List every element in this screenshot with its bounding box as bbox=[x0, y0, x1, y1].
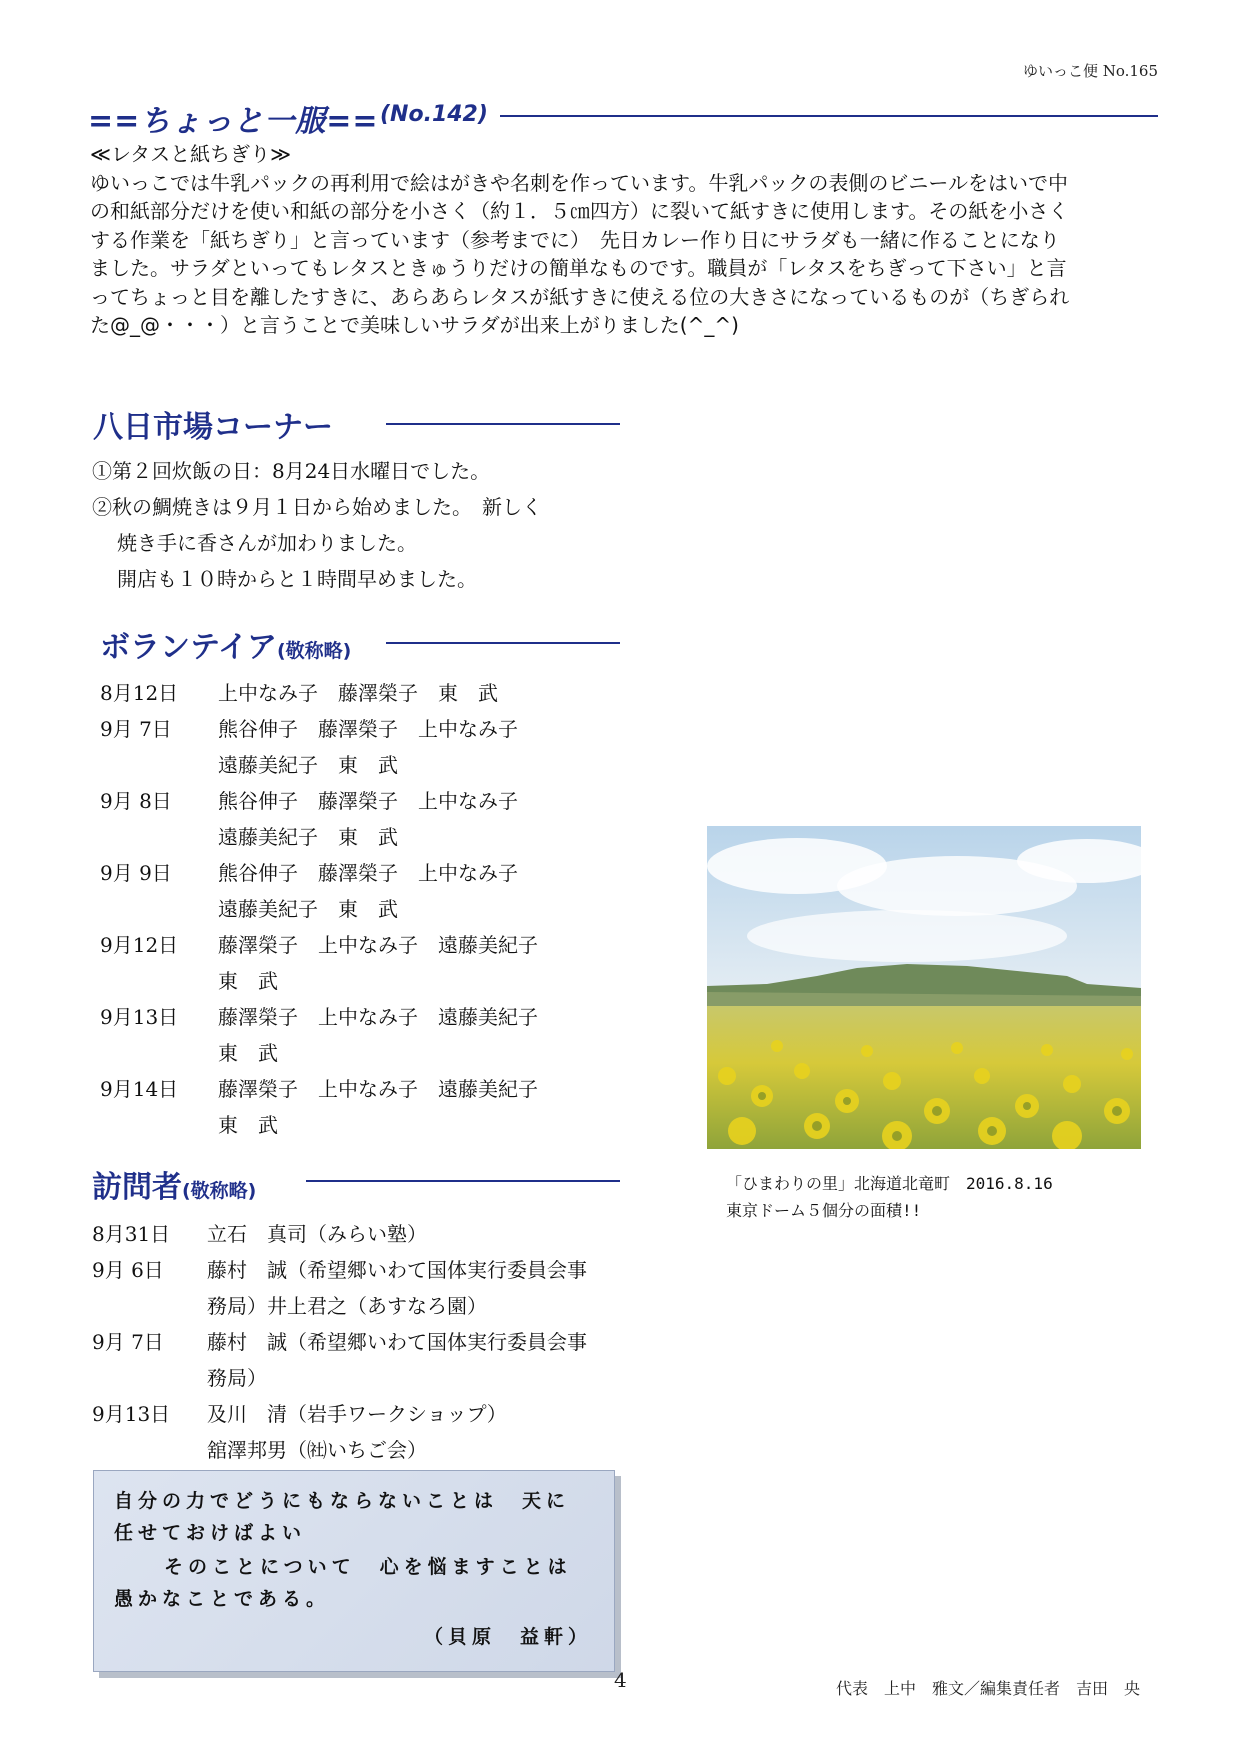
page-number: 4 bbox=[614, 1668, 627, 1692]
volunteer-date: 8月12日 bbox=[100, 681, 179, 705]
visitor-names: 立石 真司（みらい塾） bbox=[207, 1222, 427, 1246]
visitor-names: 務局）井上君之（あすなろ園） bbox=[207, 1294, 487, 1318]
volunteer-date: 9月13日 bbox=[100, 1005, 179, 1029]
volunteer-names: 上中なみ子 藤澤榮子 東 武 bbox=[218, 681, 498, 705]
visitors-title: 訪問者 bbox=[92, 1170, 182, 1205]
visitor-date: 9月 7日 bbox=[92, 1330, 164, 1354]
quote-line: そのことについて 心を悩ますことは bbox=[164, 1556, 572, 1578]
market-list bbox=[92, 455, 652, 595]
volunteer-names: 遠藤美紀子 東 武 bbox=[218, 753, 398, 777]
visitor-names: 藤村 誠（希望郷いわて国体実行委員会事 bbox=[207, 1258, 587, 1282]
paragraph-line: する作業を「紙ちぎり」と言っています（参考までに） 先日カレー作り日にサラダも一緒に作ることになり bbox=[90, 227, 1060, 252]
quote-author: （貝原 益軒） bbox=[424, 1626, 593, 1648]
volunteer-names: 藤澤榮子 上中なみ子 遠藤美紀子 bbox=[218, 933, 538, 957]
volunteer-date: 9月12日 bbox=[100, 933, 179, 957]
volunteer-names: 東 武 bbox=[218, 1041, 278, 1065]
volunteer-title: ボランテイア bbox=[100, 630, 277, 665]
market-line: ①第２回炊飯の日：8月24日水曜日でした。 bbox=[92, 459, 491, 483]
paragraph-line: ってちょっと目を離したすきに、あらあらレタスが紙すきに使える位の大きさになっているものが（ちぎられ bbox=[90, 284, 1070, 309]
volunteer-names: 熊谷伸子 藤澤榮子 上中なみ子 bbox=[218, 861, 518, 885]
volunteer-names: 遠藤美紀子 東 武 bbox=[218, 897, 398, 921]
volunteer-heading bbox=[100, 622, 351, 666]
volunteer-rule bbox=[386, 642, 620, 644]
visitors-list bbox=[92, 1218, 652, 1478]
visitor-names: 及川 清（岩手ワークショップ） bbox=[207, 1402, 507, 1426]
volunteer-names: 藤澤榮子 上中なみ子 遠藤美紀子 bbox=[218, 1005, 538, 1029]
volunteer-names: 遠藤美紀子 東 武 bbox=[218, 825, 398, 849]
market-heading: 八日市場コーナー bbox=[93, 410, 333, 445]
paragraph-line: ました。サラダといってもレタスときゅうりだけの簡単なものです。職員が「レタスをちぎって下さい」と言 bbox=[90, 256, 1067, 280]
visitors-title-suffix: (敬称略) bbox=[182, 1180, 257, 1202]
title-rule bbox=[500, 115, 1158, 117]
footer-credit: 代表 上中 雅文／編集責任者 吉田 央 bbox=[835, 1679, 1140, 1698]
market-line: 開店も１０時からと１時間早めました。 bbox=[117, 567, 477, 591]
break-section-subtitle: ≪レタスと紙ちぎり≫ bbox=[90, 142, 292, 166]
break-section-body bbox=[90, 140, 1069, 340]
quote-line: 愚かなことである。 bbox=[114, 1588, 331, 1610]
photo-caption-line: 東京ドーム５個分の面積!! bbox=[726, 1201, 922, 1220]
break-section-number: (No.142) bbox=[380, 102, 488, 127]
market-line: ②秋の鯛焼きは９月１日から始めました。 新しく bbox=[92, 495, 542, 519]
market-line: 焼き手に香さんが加わりました。 bbox=[117, 531, 417, 555]
volunteer-date: 9月 8日 bbox=[100, 789, 172, 813]
quote-box bbox=[93, 1470, 615, 1672]
break-section-title: ==ちょっと一服== bbox=[88, 104, 379, 139]
market-rule bbox=[386, 423, 620, 425]
quote-line: 自分の力でどうにもならないことは 天に bbox=[114, 1490, 571, 1512]
quote-line: 任せておけばよい bbox=[114, 1522, 307, 1544]
sunflower-field-photo bbox=[707, 826, 1141, 1149]
paragraph-line: た@_@・・・）と言うことで美味しいサラダが出来上がりました(^_^) bbox=[90, 313, 739, 337]
volunteer-list bbox=[100, 677, 620, 1137]
volunteer-names: 藤澤榮子 上中なみ子 遠藤美紀子 bbox=[218, 1077, 538, 1101]
photo-caption bbox=[726, 1170, 1053, 1224]
visitor-names: 務局） bbox=[207, 1366, 267, 1390]
visitors-rule bbox=[306, 1180, 620, 1182]
paragraph-line: の和紙部分だけを使い和紙の部分を小さく（約１．５㎝四方）に裂いて紙すきに使用します。その紙を小さく bbox=[90, 199, 1069, 223]
volunteer-title-suffix: (敬称略) bbox=[277, 640, 352, 662]
paragraph-line: ゆいっこでは牛乳パックの再利用で絵はがきや名刺を作っています。牛乳パックの表側のビニールをはいで中 bbox=[90, 170, 1068, 195]
volunteer-date: 9月14日 bbox=[100, 1077, 179, 1101]
volunteer-names: 熊谷伸子 藤澤榮子 上中なみ子 bbox=[218, 789, 518, 813]
visitor-date: 8月31日 bbox=[92, 1222, 171, 1246]
volunteer-names: 熊谷伸子 藤澤榮子 上中なみ子 bbox=[218, 717, 518, 741]
volunteer-date: 9月 9日 bbox=[100, 861, 172, 885]
visitors-heading bbox=[92, 1162, 256, 1206]
volunteer-names: 東 武 bbox=[218, 1113, 278, 1137]
visitor-date: 9月13日 bbox=[92, 1402, 171, 1426]
photo-caption-line: 「ひまわりの里」北海道北竜町 2016.8.16 bbox=[726, 1174, 1053, 1193]
visitor-names: 藤村 誠（希望郷いわて国体実行委員会事 bbox=[207, 1330, 587, 1354]
volunteer-names: 東 武 bbox=[218, 969, 278, 993]
visitor-names: 舘澤邦男（㈳いちご会） bbox=[207, 1438, 427, 1462]
issue-label: ゆいっこ便 No.165 bbox=[1022, 62, 1158, 80]
volunteer-date: 9月 7日 bbox=[100, 717, 172, 741]
visitor-date: 9月 6日 bbox=[92, 1258, 164, 1282]
